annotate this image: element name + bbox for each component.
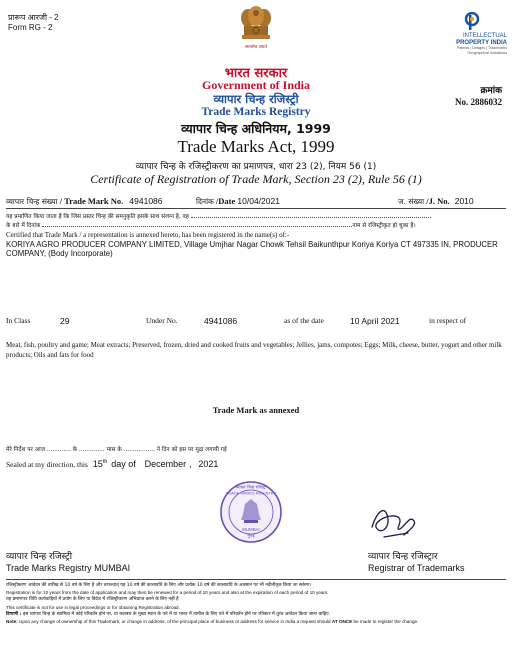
- ip-logo-line3: Patents | Designs | Trademarks: [456, 46, 507, 50]
- ip-logo-line4: Geographical Indications: [467, 50, 507, 55]
- trade-mark-number: 4941086: [129, 196, 163, 206]
- ip-logo-line1: INTELLECTUAL: [462, 33, 507, 39]
- class-number: 29: [60, 316, 70, 326]
- seal-top-text: व्यापार चिन्ह रजिस्ट्री: [235, 484, 267, 490]
- footer-left-hindi: व्यापार चिन्ह रजिस्ट्री: [6, 552, 73, 562]
- act-title-english: Trade Marks Act, 1999: [177, 137, 335, 156]
- journal-number-field: ज. संख्या /J. No. 2010: [398, 196, 474, 206]
- sealed-month: December: [144, 459, 187, 469]
- registry-title-hindi: व्यापार चिन्ह रजिस्ट्री: [213, 92, 299, 106]
- sealed-prefix: Sealed at my direction, this: [6, 460, 88, 469]
- certificate-title-english: Certificate of Registration of Trade Mark, Section 23 (2), Rule 56 (1): [90, 172, 422, 186]
- registry-title-english: Trade Marks Registry: [201, 106, 311, 118]
- notes: [6, 582, 510, 625]
- divider-line: [6, 208, 506, 209]
- serial-label-hindi: क्रमांक: [480, 86, 502, 96]
- certify-hindi-line1: यह प्रमाणित किया जाता है कि जिस प्रस्तर चिन्ह की समनुकृति इसके साथ संलग्न है, वह: [6, 213, 506, 222]
- certify-english: Certified that Trade Mark / a representation is annexed hereto, has been registered in the name(s) of:-: [6, 231, 290, 239]
- govt-title-hindi: भारत सरकार: [224, 66, 288, 81]
- annex-title: Trade Mark as annexed: [212, 405, 300, 415]
- in-class-label: In Class: [6, 316, 31, 325]
- form-number-hindi: प्रारूप आरजी - 2: [8, 13, 59, 22]
- as-of-date: 10 April 2021: [350, 316, 400, 326]
- certificate-title-hindi: व्यापार चिन्ह के रजिस्ट्रीकरण का प्रमाणपत्र, धारा 23 (2), नियम 56 (1): [135, 162, 377, 172]
- under-no-label: Under No.: [146, 316, 178, 325]
- sealed-hindi: मेरे निर्देश पर आज ............. के .............. मास के ................. ने दिन को इस पर मुद्रा लगायी गई: [6, 447, 227, 453]
- national-emblem: [236, 4, 276, 64]
- registrar-signature: [364, 497, 424, 543]
- serial-number-value: No. 2886032: [455, 97, 502, 107]
- registry-seal: [219, 480, 283, 544]
- seal-city-hi: मुंबई: [247, 534, 255, 539]
- act-title-hindi: व्यापार चिन्ह अधिनियम, 1999: [181, 121, 331, 136]
- form-number: [8, 13, 59, 33]
- note-line-3: यह प्रमाणपत्र विधि कार्यवाहियों में प्रयोग के लिए या विदेश में रजिस्ट्रीकरण अभिप्राप्त करने के लिए नहीं है: [6, 597, 179, 603]
- owner-details: KORIYA AGRO PRODUCER COMPANY LIMITED, Village Umjhar Nagar Chowk Tehsil Baikunthpur Koriya Koriya CT 497335 IN, PRODUCER COMPANY, (Body Incorporate): [6, 240, 498, 259]
- note-english: Note: Upon any change of ownership of this Trademark, or change in address, of the principal place of business or address for service in India a request should AT ONCE be made to register the change.: [6, 619, 419, 625]
- note-hindi: टिप्पणी : इस व्यापार चिन्ह के स्वामित्व में कोई परिवर्तन होने पर, या कारबार के मुख्य स्थान के पते में या भारत में तामील के लिए पते में परिवर्तन होने पर रजिस्टर में तुरंत आवेदन किया जाना चाहिए.: [6, 611, 331, 617]
- journal-number: 2010: [454, 196, 474, 206]
- trade-mark-number-field: व्यापार चिन्ह संख्या / Trade Mark No. 4941086: [6, 196, 163, 206]
- footer-right-english: Registrar of Trademarks: [368, 563, 465, 573]
- certify-hindi: [6, 213, 506, 231]
- form-number-english: Form RG - 2: [8, 23, 53, 32]
- ashoka-emblem-icon: [236, 4, 276, 64]
- signature-icon: [364, 497, 424, 543]
- footer-divider: [6, 579, 506, 580]
- ip-india-logo-icon: [461, 12, 483, 32]
- ip-logo-line2: PROPERTY INDIA: [456, 39, 507, 46]
- sealed-year: 2021: [198, 459, 219, 469]
- seal-city-en: MUMBAI: [242, 527, 260, 532]
- note-line-4: This certificate is not for use in legal proceedings or for obtaining Registration abroad.: [6, 604, 180, 610]
- sealed-english: Sealed at my direction, this 15th day of December , 2021: [6, 459, 219, 469]
- sealed-day: 15th: [92, 459, 108, 469]
- as-of-date-label: as of the date: [284, 316, 324, 325]
- footer-right: [368, 552, 465, 574]
- ip-india-logo: [437, 12, 507, 64]
- under-number: 4941086: [204, 316, 238, 326]
- note-line-2: Registration is for 10 years from the date of application and may then be renewed for a period of 10 years and also at the expiration of each period of 10 years.: [6, 590, 329, 596]
- footer-left-english: Trade Marks Registry MUMBAI: [6, 563, 131, 573]
- goods-description: Meat, fish, poultry and game; Meat extracts; Preserved, frozen, dried and cooked fruits and vegetables; Jellies, jams, compotes; Eggs; Milk, cheese, butter, yogurt and other milk products; Oils and fats for food: [6, 341, 502, 359]
- registry-seal-icon: [219, 480, 283, 544]
- seal-mid-text: TRADE MARKS REGISTRY: [225, 490, 277, 496]
- date-field: दिनांक /Date 10/04/2021: [196, 196, 280, 206]
- date-value: 10/04/2021: [237, 196, 280, 206]
- govt-title-english: Government of India: [202, 78, 310, 92]
- certify-hindi-line2: के बारे में दिनांक नाम से रजिस्ट्रीकृत हो चुका है।: [6, 223, 416, 229]
- svg-text:सत्यमेव जयते: सत्यमेव जयते: [244, 45, 268, 50]
- footer-right-hindi: व्यापार चिन्ह रजिस्ट्रार: [368, 552, 438, 562]
- footer-left: [6, 552, 130, 574]
- note-line-1: रजिस्ट्रीकरण आवेदन की तारीख से 10 वर्ष के लिए है और तत्पश्चात् यह 10 वर्ष की कालावधि के लिए और प्रत्येक 10 वर्ष की कालावधि के अवसान पर भी नवीनीकृत किया जा सकेगा।: [6, 583, 312, 588]
- serial-number: [455, 86, 502, 108]
- in-respect-of-label: in respect of: [429, 316, 467, 325]
